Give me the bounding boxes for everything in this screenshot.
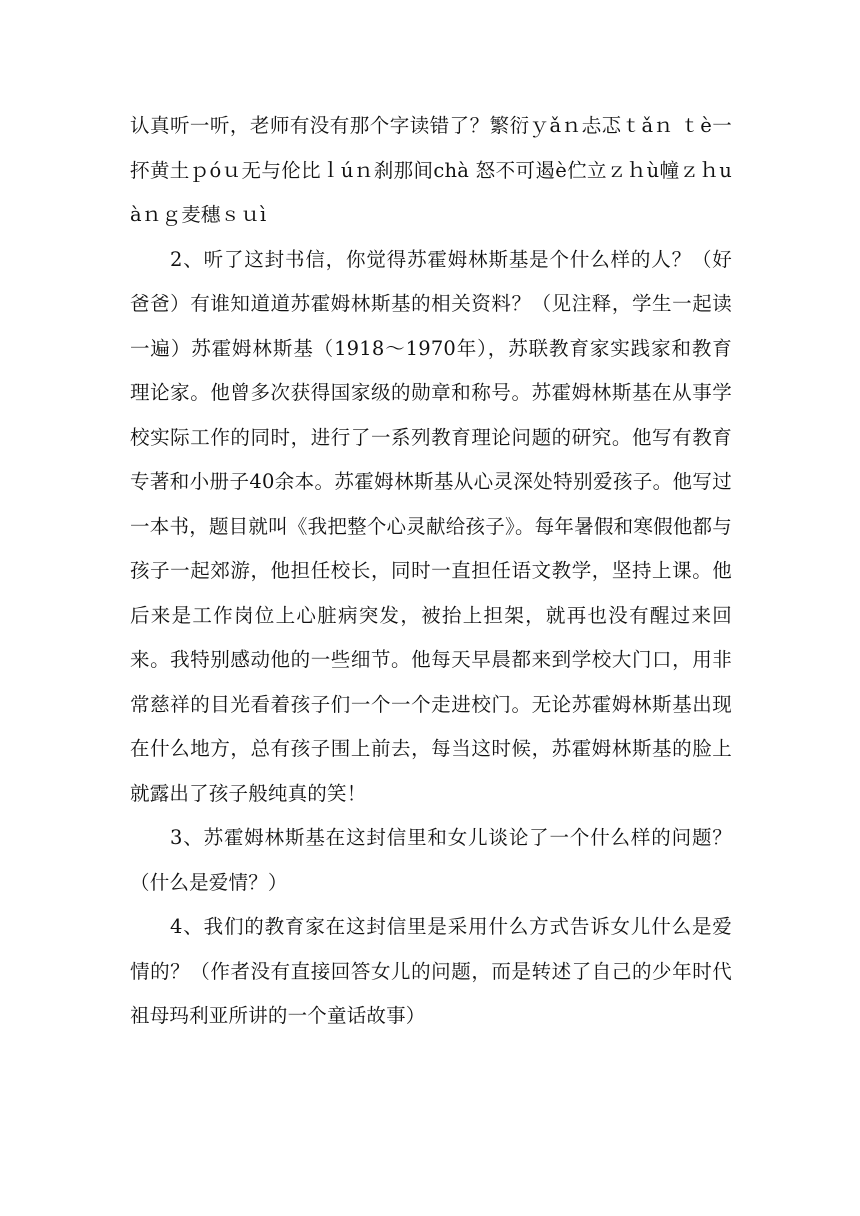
- paragraph-question-4: 4、我们的教育家在这封信里是采用什么方式告诉女儿什么是爱情的？（作者没有直接回答女儿的问题，而是转述了自己的少年时代祖母玛利亚所讲的一个童话故事）: [130, 915, 732, 1027]
- paragraph-question-3: 3、苏霍姆林斯基在这封信里和女儿谈论了一个什么样的问题？（什么是爱情？）: [130, 826, 732, 894]
- document-page: [130, 104, 732, 1039]
- paragraph-question-2: 2、听了这封书信，你觉得苏霍姆林斯基是个什么样的人？（好爸爸）有谁知道道苏霍姆林斯基的相关资料？（见注释，学生一起读一遍）苏霍姆林斯基（1918～1970年），苏联教育家实践家和教育理论家。他曾多次获得国家级的勋章和称号。苏霍姆林斯基在从事学校实际工作的同时，进行了一系列教育理论问题的研究。他写有教育专著和小册子40余本。苏霍姆林斯基从心灵深处特别爱孩子。他写过一本书，题目就叫《我把整个心灵献给孩子》。每年暑假和寒假他都与孩子一起郊游，他担任校长，同时一直担任语文教学，坚持上课。他后来是工作岗位上心脏病突发，被抬上担架，就再也没有醒过来回来。我特别感动他的一些细节。他每天早晨都来到学校大门口，用非常慈祥的目光看着孩子们一个一个走进校门。无论苏霍姆林斯基出现在什么地方，总有孩子围上前去，每当这时候，苏霍姆林斯基的脸上就露出了孩子般纯真的笑！: [130, 247, 732, 805]
- paragraph-pronunciation-check: 认真听一听，老师有没有那个字读错了？繁衍ｙǎｎ忐忑ｔǎｎ ｔè一抔黄土ｐóｕ无与伦比ｌúｎ刹那间chà 怒不可遏è伫立ｚｈù幢ｚｈuàｎｇ麦穗ｓｕì: [130, 114, 732, 226]
